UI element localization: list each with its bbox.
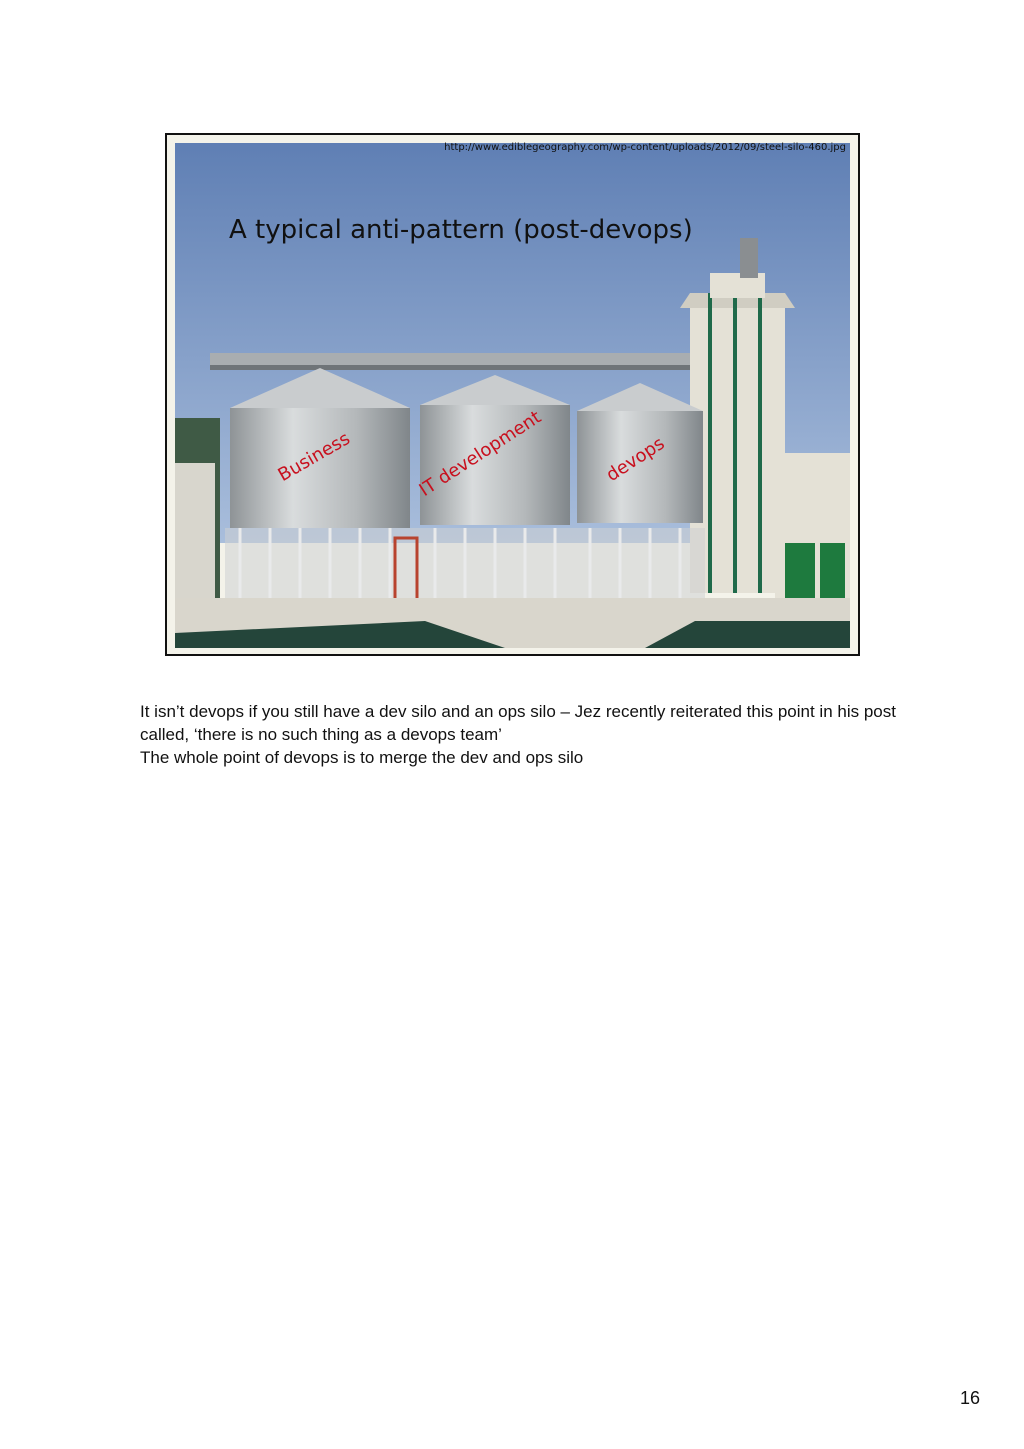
notes-paragraph: The whole point of devops is to merge the dev and ops silo <box>140 748 584 767</box>
image-source-url: http://www.ediblegeography.com/wp-content/uploads/2012/09/steel-silo-460.jpg <box>444 142 846 153</box>
notes-paragraph: It isn’t devops if you still have a dev silo and an ops silo – Jez recently reiterated this point in his post called, ‘there is no such thing as a devops team’ <box>140 702 896 744</box>
slide-title: A typical anti-pattern (post-devops) <box>229 215 693 245</box>
silo-label-business: Business <box>274 428 354 486</box>
page-number: 16 <box>959 1388 980 1408</box>
silo-label-devops: devops <box>602 433 669 486</box>
silo-label-it-development: IT development <box>415 406 546 501</box>
speaker-notes <box>140 700 900 769</box>
slide-frame <box>165 133 860 656</box>
